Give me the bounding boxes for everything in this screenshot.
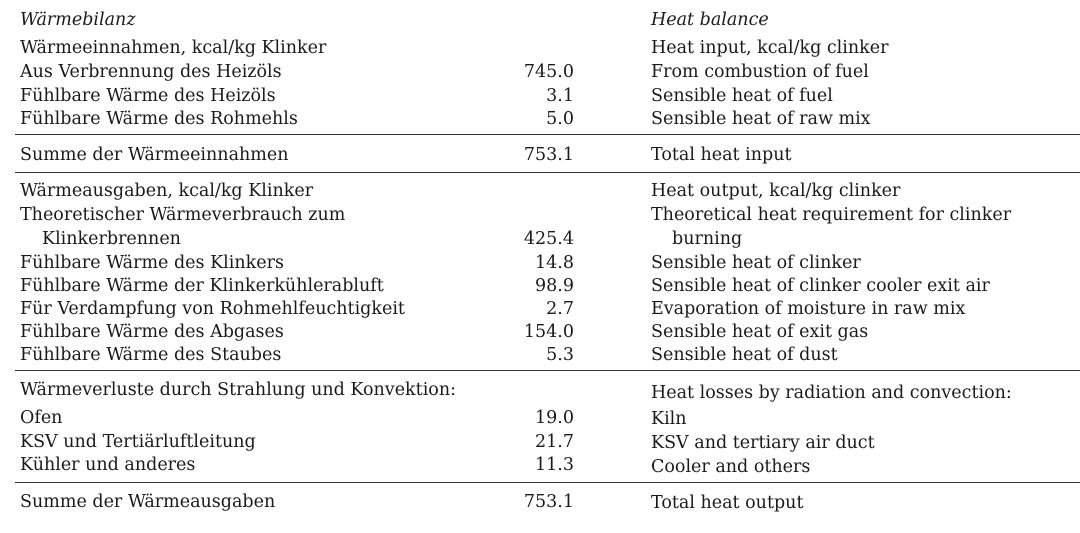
row-german: Ofen [20, 408, 63, 428]
divider [15, 370, 1080, 371]
total-output-german: Summe der Wärmeausgaben [20, 492, 276, 512]
divider [15, 172, 1080, 173]
row-english: Sensible heat of fuel [651, 86, 833, 106]
row-value: 19.0 [535, 408, 574, 428]
row-english: Sensible heat of clinker cooler exit air [651, 276, 990, 296]
row-german: Theoretischer Wärmeverbrauch zum [20, 205, 346, 225]
row-german: Fühlbare Wärme des Rohmehls [20, 109, 298, 129]
row-german: KSV und Tertiärluftleitung [20, 432, 256, 452]
row-german: Fühlbare Wärme des Heizöls [20, 86, 276, 106]
row-value: 425.4 [523, 229, 574, 249]
row-value: 3.1 [546, 86, 574, 106]
row-value: 154.0 [523, 322, 574, 342]
german-header: Wärmebilanz [20, 10, 136, 30]
row-english: Evaporation of moisture in raw mix [651, 299, 966, 319]
total-output-value: 753.1 [523, 492, 574, 512]
row-value: 5.3 [546, 345, 574, 365]
output-title-german: Wärmeausgaben, kcal/kg Klinker [20, 181, 314, 201]
input-title-english: Heat input, kcal/kg clinker [651, 38, 889, 58]
row-english: Kiln [651, 409, 687, 429]
row-german: Fühlbare Wärme des Klinkers [20, 253, 284, 273]
row-english: Sensible heat of dust [651, 345, 838, 365]
row-german: Kühler und anderes [20, 455, 196, 475]
row-german: Fühlbare Wärme der Klinkerkühlerabluft [20, 276, 384, 296]
row-english: KSV and tertiary air duct [651, 433, 875, 453]
row-value: 5.0 [546, 109, 574, 129]
row-german: Für Verdampfung von Rohmehlfeuchtigkeit [20, 299, 405, 319]
row-german: Fühlbare Wärme des Abgases [20, 322, 284, 342]
row-english: Sensible heat of clinker [651, 253, 861, 273]
losses-title-english: Heat losses by radiation and convection: [651, 383, 1012, 403]
row-english-cont: burning [672, 229, 743, 249]
losses-title-german: Wärmeverluste durch Strahlung und Konvektion: [20, 380, 456, 400]
row-value: 21.7 [535, 432, 574, 452]
row-english: Cooler and others [651, 457, 811, 477]
total-output-english: Total heat output [651, 493, 804, 513]
english-header: Heat balance [651, 10, 769, 30]
row-english: From combustion of fuel [651, 62, 869, 82]
row-value: 2.7 [546, 299, 574, 319]
total-input-german: Summe der Wärmeeinnahmen [20, 145, 289, 165]
row-value: 98.9 [535, 276, 574, 296]
row-german: Aus Verbrennung des Heizöls [20, 62, 282, 82]
input-title-german: Wärmeeinnahmen, kcal/kg Klinker [20, 38, 327, 58]
total-input-english: Total heat input [651, 145, 792, 165]
divider [15, 134, 1080, 135]
row-value: 11.3 [535, 455, 574, 475]
row-english: Theoretical heat requirement for clinker [651, 205, 1012, 225]
row-value: 14.8 [535, 253, 574, 273]
total-input-value: 753.1 [523, 145, 574, 165]
row-german: Fühlbare Wärme des Staubes [20, 345, 282, 365]
row-english: Sensible heat of raw mix [651, 109, 871, 129]
divider [15, 482, 1080, 483]
output-title-english: Heat output, kcal/kg clinker [651, 181, 901, 201]
row-value: 745.0 [523, 62, 574, 82]
row-english: Sensible heat of exit gas [651, 322, 869, 342]
row-german-cont: Klinkerbrennen [42, 229, 181, 249]
